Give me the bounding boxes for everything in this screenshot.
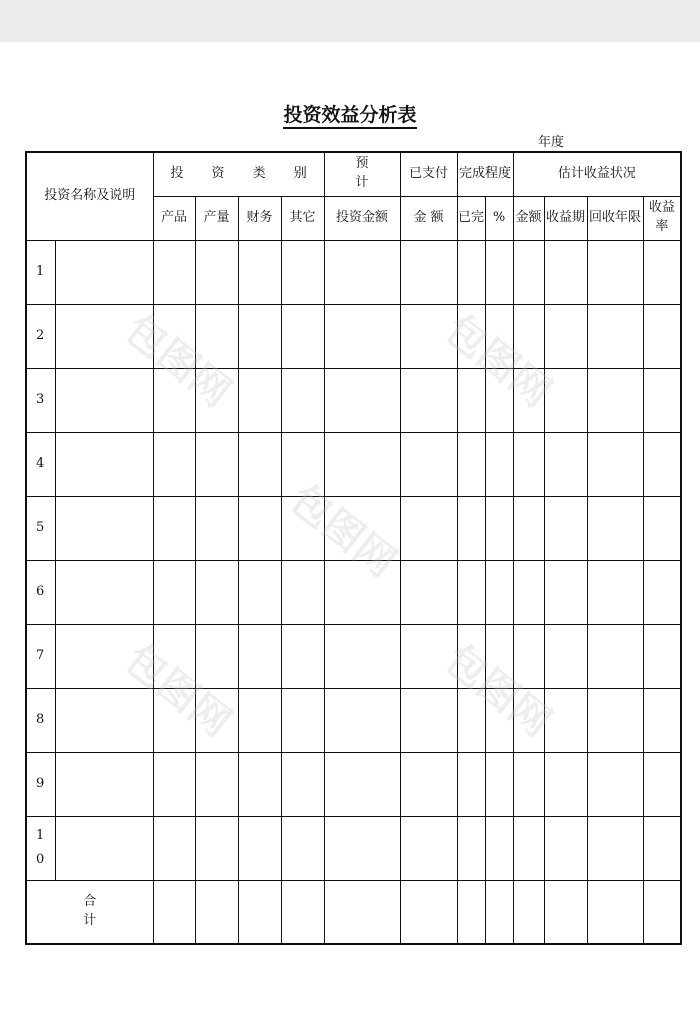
row-value-cell[interactable] [195,304,238,368]
row-value-cell[interactable] [195,560,238,624]
row-value-cell[interactable] [153,624,195,688]
watermark: 包图网 [116,306,240,417]
row-value-cell[interactable] [238,368,281,432]
row-value-cell[interactable] [513,240,544,304]
watermark: 包图网 [281,476,405,587]
row-value-cell[interactable] [324,496,400,560]
row-value-cell[interactable] [238,304,281,368]
row-number: 8 [26,688,55,752]
row-name-cell[interactable] [55,496,153,560]
table-row [26,496,681,560]
row-value-cell[interactable] [643,816,681,880]
row-value-cell[interactable] [324,304,400,368]
row-value-cell[interactable] [400,752,457,816]
row-value-cell[interactable] [324,624,400,688]
row-value-cell[interactable] [513,496,544,560]
row-value-cell[interactable] [400,496,457,560]
row-value-cell[interactable] [281,752,324,816]
table-row [26,368,681,432]
row-value-cell[interactable] [587,432,643,496]
header-type-finance: 财务 [238,196,281,240]
row-value-cell[interactable] [513,752,544,816]
row-value-cell[interactable] [544,240,587,304]
row-value-cell[interactable] [400,368,457,432]
row-value-cell[interactable] [513,304,544,368]
total-cell[interactable] [485,880,513,944]
row-value-cell[interactable] [238,560,281,624]
row-value-cell[interactable] [457,816,485,880]
row-name-cell[interactable] [55,752,153,816]
row-value-cell[interactable] [513,432,544,496]
row-number: 6 [26,560,55,624]
row-number: 2 [26,304,55,368]
table-body [26,240,681,880]
row-value-cell[interactable] [485,752,513,816]
header-row-1 [26,152,681,196]
row-value-cell[interactable] [587,304,643,368]
row-value-cell[interactable] [195,816,238,880]
row-value-cell[interactable] [281,688,324,752]
row-name-cell[interactable] [55,816,153,880]
header-est-income: 估计收益状况 [513,152,681,196]
table-row [26,752,681,816]
row-value-cell[interactable] [195,752,238,816]
row-value-cell[interactable] [485,816,513,880]
row-value-cell[interactable] [544,752,587,816]
row-value-cell[interactable] [400,624,457,688]
row-value-cell[interactable] [457,496,485,560]
row-value-cell[interactable] [643,624,681,688]
row-value-cell[interactable] [153,752,195,816]
row-value-cell[interactable] [643,688,681,752]
header-estimate-top: 预 计 [324,152,400,196]
row-number: 1 0 [26,816,55,880]
row-number: 4 [26,432,55,496]
header-income-period: 收益期 [544,196,587,240]
total-cell[interactable] [513,880,544,944]
row-value-cell[interactable] [195,240,238,304]
row-value-cell[interactable] [457,368,485,432]
row-name-cell[interactable] [55,624,153,688]
row-name-cell[interactable] [55,368,153,432]
row-value-cell[interactable] [195,624,238,688]
row-value-cell[interactable] [485,624,513,688]
row-value-cell[interactable] [643,368,681,432]
row-value-cell[interactable] [544,432,587,496]
row-value-cell[interactable] [643,560,681,624]
row-name-cell[interactable] [55,240,153,304]
row-value-cell[interactable] [544,304,587,368]
row-value-cell[interactable] [587,688,643,752]
row-number: 7 [26,624,55,688]
table-row [26,816,681,880]
row-value-cell[interactable] [643,240,681,304]
row-value-cell[interactable] [544,368,587,432]
total-cell[interactable] [238,880,281,944]
row-value-cell[interactable] [153,304,195,368]
row-value-cell[interactable] [238,752,281,816]
row-value-cell[interactable] [238,432,281,496]
total-cell[interactable] [544,880,587,944]
header-yield-rate: 收益率 [643,196,681,240]
row-name-cell[interactable] [55,560,153,624]
header-invest-type: 投 资 类 别 [153,152,324,196]
row-value-cell[interactable] [324,752,400,816]
row-value-cell[interactable] [324,560,400,624]
row-value-cell[interactable] [281,496,324,560]
row-value-cell[interactable] [485,304,513,368]
row-value-cell[interactable] [513,624,544,688]
row-value-cell[interactable] [587,496,643,560]
row-value-cell[interactable] [513,368,544,432]
row-number: 5 [26,496,55,560]
watermark: 包图网 [436,306,560,417]
watermark: 包图网 [436,636,560,747]
row-value-cell[interactable] [587,368,643,432]
row-value-cell[interactable] [400,304,457,368]
row-value-cell[interactable] [324,368,400,432]
top-bar [0,0,700,42]
row-name-cell[interactable] [55,688,153,752]
row-value-cell[interactable] [153,816,195,880]
row-value-cell[interactable] [195,688,238,752]
row-value-cell[interactable] [195,432,238,496]
row-value-cell[interactable] [587,240,643,304]
header-completion-percent: % [485,196,513,240]
row-value-cell[interactable] [281,432,324,496]
row-value-cell[interactable] [238,496,281,560]
header-name-desc: 投资名称及说明 [26,152,153,240]
row-number: 3 [26,368,55,432]
row-value-cell[interactable] [457,240,485,304]
header-type-product: 产品 [153,196,195,240]
row-value-cell[interactable] [485,432,513,496]
header-paid-top: 已支付 [400,152,457,196]
row-value-cell[interactable] [324,688,400,752]
row-value-cell[interactable] [457,688,485,752]
row-value-cell[interactable] [643,496,681,560]
row-value-cell[interactable] [587,752,643,816]
row-value-cell[interactable] [324,816,400,880]
row-value-cell[interactable] [643,304,681,368]
table-row [26,304,681,368]
row-value-cell[interactable] [587,816,643,880]
investment-table [25,151,682,945]
row-value-cell[interactable] [195,368,238,432]
row-value-cell[interactable] [153,240,195,304]
row-value-cell[interactable] [281,560,324,624]
row-value-cell[interactable] [153,496,195,560]
row-value-cell[interactable] [324,432,400,496]
row-value-cell[interactable] [400,560,457,624]
row-value-cell[interactable] [195,496,238,560]
row-value-cell[interactable] [400,816,457,880]
total-cell[interactable] [324,880,400,944]
row-value-cell[interactable] [153,560,195,624]
row-value-cell[interactable] [485,368,513,432]
row-value-cell[interactable] [457,432,485,496]
table-row [26,560,681,624]
row-number: 9 [26,752,55,816]
total-cell[interactable] [195,880,238,944]
row-value-cell[interactable] [544,816,587,880]
total-cell[interactable] [457,880,485,944]
row-value-cell[interactable] [400,240,457,304]
header-payback-years: 回收年限 [587,196,643,240]
page-title: 投资效益分析表 [0,100,700,127]
header-paid-bottom: 金 额 [400,196,457,240]
row-value-cell[interactable] [238,240,281,304]
row-value-cell[interactable] [485,688,513,752]
row-value-cell[interactable] [457,624,485,688]
row-value-cell[interactable] [544,688,587,752]
row-value-cell[interactable] [153,688,195,752]
total-cell[interactable] [153,880,195,944]
row-value-cell[interactable] [513,560,544,624]
row-value-cell[interactable] [587,560,643,624]
header-type-other: 其它 [281,196,324,240]
total-row [26,880,681,944]
row-value-cell[interactable] [513,816,544,880]
row-value-cell[interactable] [153,368,195,432]
header-estimate-bottom: 投资金额 [324,196,400,240]
row-value-cell[interactable] [238,624,281,688]
row-value-cell[interactable] [400,688,457,752]
header-completion: 完成程度 [457,152,513,196]
row-value-cell[interactable] [643,752,681,816]
row-value-cell[interactable] [457,752,485,816]
total-label: 合 计 [26,880,153,944]
row-value-cell[interactable] [281,304,324,368]
row-value-cell[interactable] [457,304,485,368]
row-value-cell[interactable] [544,624,587,688]
row-number: 1 [26,240,55,304]
row-value-cell[interactable] [513,688,544,752]
watermark: 包图网 [116,636,240,747]
total-cell[interactable] [281,880,324,944]
table-row [26,688,681,752]
table-row [26,240,681,304]
total-cell[interactable] [643,880,681,944]
header-completion-done: 已完 [457,196,485,240]
row-value-cell[interactable] [643,432,681,496]
header-income-amount: 金额 [513,196,544,240]
row-value-cell[interactable] [485,240,513,304]
row-value-cell[interactable] [400,432,457,496]
row-value-cell[interactable] [281,624,324,688]
row-value-cell[interactable] [238,688,281,752]
row-value-cell[interactable] [281,816,324,880]
header-type-output: 产量 [195,196,238,240]
row-value-cell[interactable] [281,368,324,432]
year-label: 年度 [538,135,565,150]
row-name-cell[interactable] [55,432,153,496]
row-value-cell[interactable] [324,240,400,304]
row-value-cell[interactable] [457,560,485,624]
row-value-cell[interactable] [238,816,281,880]
row-name-cell[interactable] [55,304,153,368]
row-value-cell[interactable] [544,496,587,560]
row-value-cell[interactable] [153,432,195,496]
total-cell[interactable] [400,880,457,944]
row-value-cell[interactable] [281,240,324,304]
row-value-cell[interactable] [485,560,513,624]
table-row [26,624,681,688]
row-value-cell[interactable] [485,496,513,560]
row-value-cell[interactable] [544,560,587,624]
total-cell[interactable] [587,880,643,944]
row-value-cell[interactable] [587,624,643,688]
table-row [26,432,681,496]
